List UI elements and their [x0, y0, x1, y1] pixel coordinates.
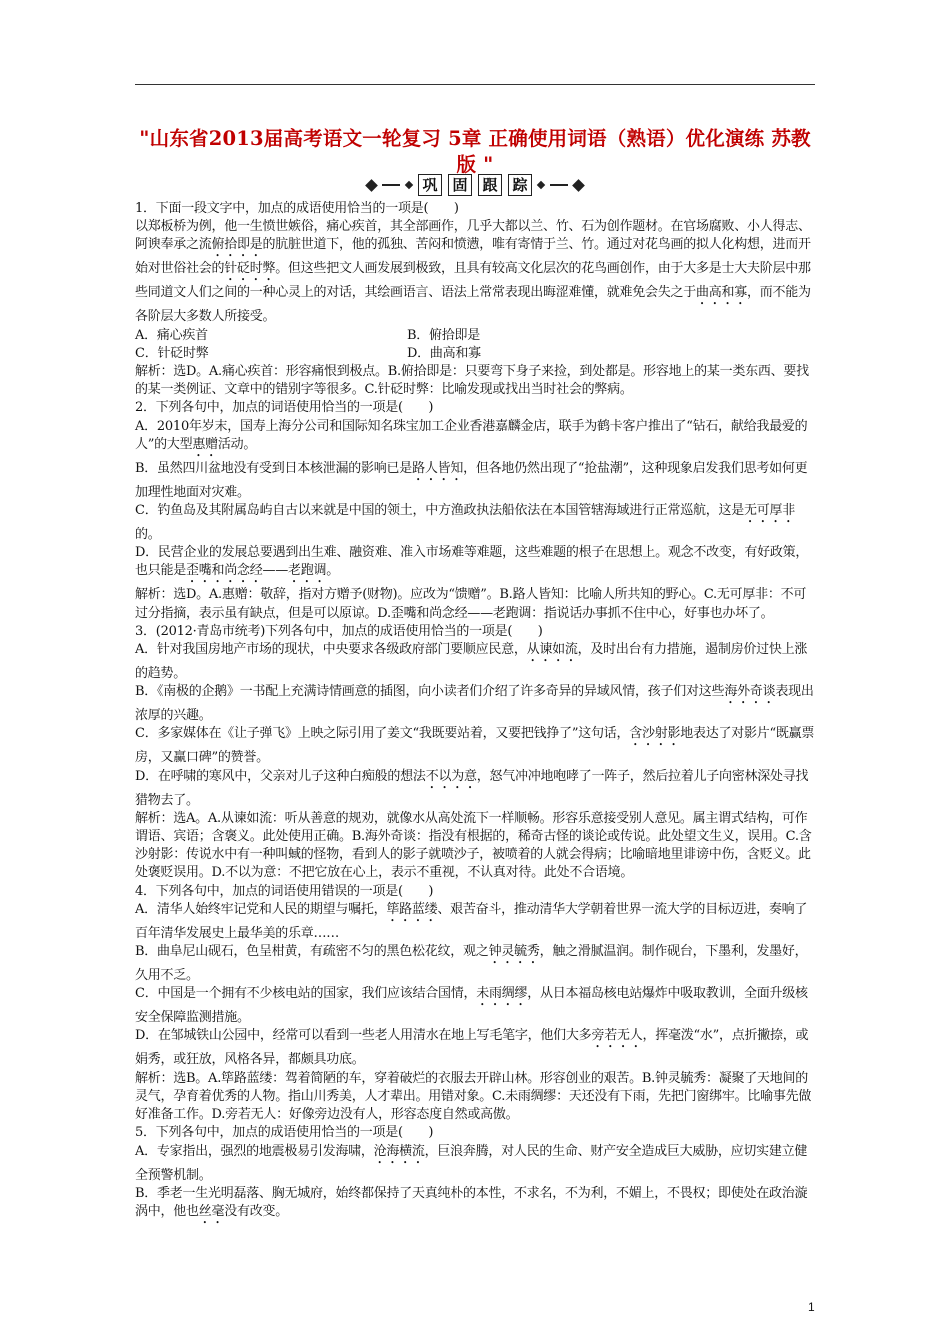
dotted-word: 含沙射影: [629, 726, 681, 742]
answer-explanation: 解析：选B。A.筚路蓝缕：驾着简陋的车，穿着破烂的衣服去开辟山林。形容创业的艰苦。B.钟灵毓秀：凝聚了天地间的灵气，孕育着优秀的人物。指山川秀美，人才辈出。用错对象。C.未雨绸缪：天还没有下雨，先把门窗绑牢。比喻事先做好准备工作。D.旁若无人：好像旁边没有人，形容态度自然或高傲。: [135, 1070, 812, 1123]
dotted-word: 路人皆知: [412, 460, 464, 476]
option-a: A．专家指出，强烈的地震极易引发海啸，沧海横流，巨浪奔腾，对人民的生命、财产安全造成巨大威胁，应切实建立健全预警机制。: [135, 1143, 808, 1183]
option-a: A．针对我国房地产市场的现状，中央要求各级政府部门要顺应民意，从谏如流，及时出台有力措施，遏制房价过快上涨的趋势。: [135, 642, 808, 682]
option-a: A．2010年岁末，国寿上海分公司和国际知名珠宝加工企业香港嘉麟金店，联手为鹤卡客户推出了“钻石，献给我最爱的人”的大型惠赠活动。: [135, 418, 808, 452]
option-d: D．曲高和寡: [407, 345, 481, 361]
diamond-ornament-icon: [572, 179, 585, 192]
dotted-word: 针砭时弊: [224, 261, 276, 277]
dotted-word: 歪嘴和尚念经——老跑调: [186, 563, 327, 579]
option-b: B．俯拾即是: [407, 327, 481, 343]
dotted-word: 从谏如流: [526, 642, 578, 658]
dotted-word: 旁若无人: [591, 1028, 643, 1044]
diamond-ornament-icon: [537, 181, 545, 189]
option-a: A．痛心疾首: [135, 327, 208, 343]
dotted-word: 沧海横流: [373, 1143, 425, 1159]
dotted-word: 无可厚非: [743, 503, 795, 519]
diamond-ornament-icon: [365, 179, 378, 192]
dotted-word: 未雨绸缪: [476, 986, 528, 1002]
answer-explanation: 解析：选D。A.惠赠：敬辞，指对方赠予(财物)。应改为“馈赠”。B.路人皆知：比喻人所共知的野心。C.无可厚非：不可过分指摘，表示虽有缺点，但是可以原谅。D.歪嘴和尚念经——老跑调：指说话办事抓不住中心，好事也办坏了。: [135, 587, 807, 621]
banner-line: [550, 184, 568, 186]
question-stem: 3．(2012·青岛市统考)下列各句中，加点的成语使用恰当的一项是( ): [135, 623, 543, 639]
option-b: B．季老一生光明磊落、胸无城府，始终都保持了天真纯朴的本性，不求名，不为利，不媚上，不畏权；即使处在政治漩涡中，他也丝毫没有改变。: [135, 1185, 808, 1219]
option-c: C．钓鱼岛及其附属岛屿自古以来就是中国的领土，中方渔政执法船依法在本国管辖海域进行正常巡航，这是无可厚非的。: [135, 503, 795, 543]
dotted-word: 曲高和寡: [696, 285, 748, 301]
option-b: B．《南极的企鹅》一书配上充满诗情画意的插图，向小读者们介绍了许多奇异的异域风情，孩子们对这些海外奇谈表现出浓厚的兴趣。: [135, 684, 814, 724]
answer-explanation: 解析：选D。A.痛心疾首：形容痛恨到极点。B.俯拾即是：只要弯下身子来捡，到处都是。形容地上的某一类东西、要找的某一类例证、文章中的错别字等很多。C.针砭时弊：比喻发现或找出当时社会的弊病。: [135, 364, 809, 398]
question-stem: 5．下列各句中，加点的成语使用恰当的一项是( ): [135, 1125, 434, 1141]
document-body: [135, 200, 817, 1227]
diamond-ornament-icon: [405, 181, 413, 189]
option-c: C．针砭时弊: [135, 345, 209, 361]
question-stem: 2．下列各句中，加点的词语使用恰当的一项是( ): [135, 400, 434, 416]
option-c: C．多家媒体在《让子弹飞》上映之际引用了姜文“我既要站着，又要把钱挣了”这句话，含沙射影地表达了对影片“既赢票房，又赢口碑”的赞誉。: [135, 726, 815, 766]
option-d: D．在呼啸的寒风中，父亲对儿子这种白痴般的想法不以为意，怒气冲冲地咆哮了一阵子，然后拉着儿子向密林深处寻找猎物去了。: [135, 768, 809, 808]
banner-line: [382, 184, 400, 186]
question-stem: 4．下列各句中，加点的词语使用错误的一项是( ): [135, 883, 434, 899]
dotted-word: 丝毫: [198, 1203, 225, 1219]
banner-char: 巩: [418, 174, 442, 196]
option-a: A．清华人始终牢记党和人民的期望与嘱托，筚路蓝缕、艰苦奋斗，推动清华大学朝着世界一流大学的目标迈进，奏响了百年清华发展史上最华美的乐章……: [135, 901, 808, 941]
option-row: [135, 327, 817, 345]
option-row: [135, 345, 817, 363]
option-b: B．虽然四川盆地没有受到日本核泄漏的影响已是路人皆知，但各地仍然出现了“抢盐潮”，这种现象启发我们思考如何更加理性地面对灾难。: [135, 460, 808, 500]
passage: 以郑板桥为例，他一生愤世嫉俗，痛心疾首，其全部画作，几乎大都以兰、竹、石为创作题材。在官场腐败、小人得志、阿谀奉承之流俯拾即是的肮脏世道下，他的孤独、苦闷和愤懑，唯有寄情于兰、竹。通过对花鸟画的拟人化构想，进而开始对世俗社会的针砭时弊。但这些把文人画发展到极致，且具有较高文化层次的花鸟画创作，由于大多是士大夫阶层中那些同道文人们之间的一种心灵上的对话，其绘画语言、语法上常常表现出晦涩难懂，就难免会失之于曲高和寡，而不能为各阶层大多数人所接受。: [135, 219, 811, 325]
page-number: 1: [808, 1300, 815, 1314]
option-b: B．曲阜尼山砚石，色呈柑黄，有疏密不匀的黑色松花纹，观之钟灵毓秀，触之滑腻温润。制作砚台，下墨利，发墨好，久用不乏。: [135, 944, 808, 984]
answer-explanation: 解析：选A。A.从谏如流：听从善意的规劝，就像水从高处流下一样顺畅。形容乐意接受别人意见。属主谓式结构，可作谓语、宾语；含褒义。此处使用正确。B.海外奇谈：指没有根据的，稀奇古怪的谈论或传说。此处望文生义，误用。C.含沙射影：传说水中有一种叫蜮的怪物，看到人的影子就喷沙子，被喷着的人就会得病；比喻暗地里诽谤中伤，含贬义。此处褒贬误用。D.不以为意：不把它放在心上，表示不重视，不认真对待。此处不合语境。: [135, 810, 812, 881]
dotted-word: 筚路蓝缕: [386, 901, 438, 917]
option-d: D．在邹城铁山公园中，经常可以看到一些老人用清水在地上写毛笔字，他们大多旁若无人，挥毫泼“水”，点折撇捺，或娟秀，或狂放，风格各异，都颇具功底。: [135, 1028, 809, 1068]
dotted-word: 俯拾即是: [211, 237, 263, 253]
dotted-word: 钟灵毓秀: [488, 944, 540, 960]
option-c: C．中国是一个拥有不少核电站的国家，我们应该结合国情，未雨绸缪，从日本福岛核电站爆炸中吸取教训，全面升级核安全保障监测措施。: [135, 986, 808, 1026]
question-stem: 1．下面一段文字中，加点的成语使用恰当的一项是( ): [135, 201, 459, 216]
banner-char: 固: [448, 174, 472, 196]
option-d: D．民营企业的发展总要遇到出生难、融资难、准入市场难等难题，这些难题的根子在思想上。观念不改变，有好政策，也只能是歪嘴和尚念经——老跑调。: [135, 545, 809, 579]
banner-char: 跟: [478, 174, 502, 196]
banner-char: 踪: [508, 174, 532, 196]
section-banner: [135, 174, 815, 196]
dotted-word: 不以为意: [425, 768, 477, 784]
header-rule: [135, 84, 815, 85]
document-title: "山东省2013届高考语文一轮复习 5章 正确使用词语（熟语）优化演练 苏教版 ": [139, 127, 811, 176]
dotted-word: 海外奇谈: [724, 684, 776, 700]
dotted-word: 惠赠: [192, 436, 218, 452]
